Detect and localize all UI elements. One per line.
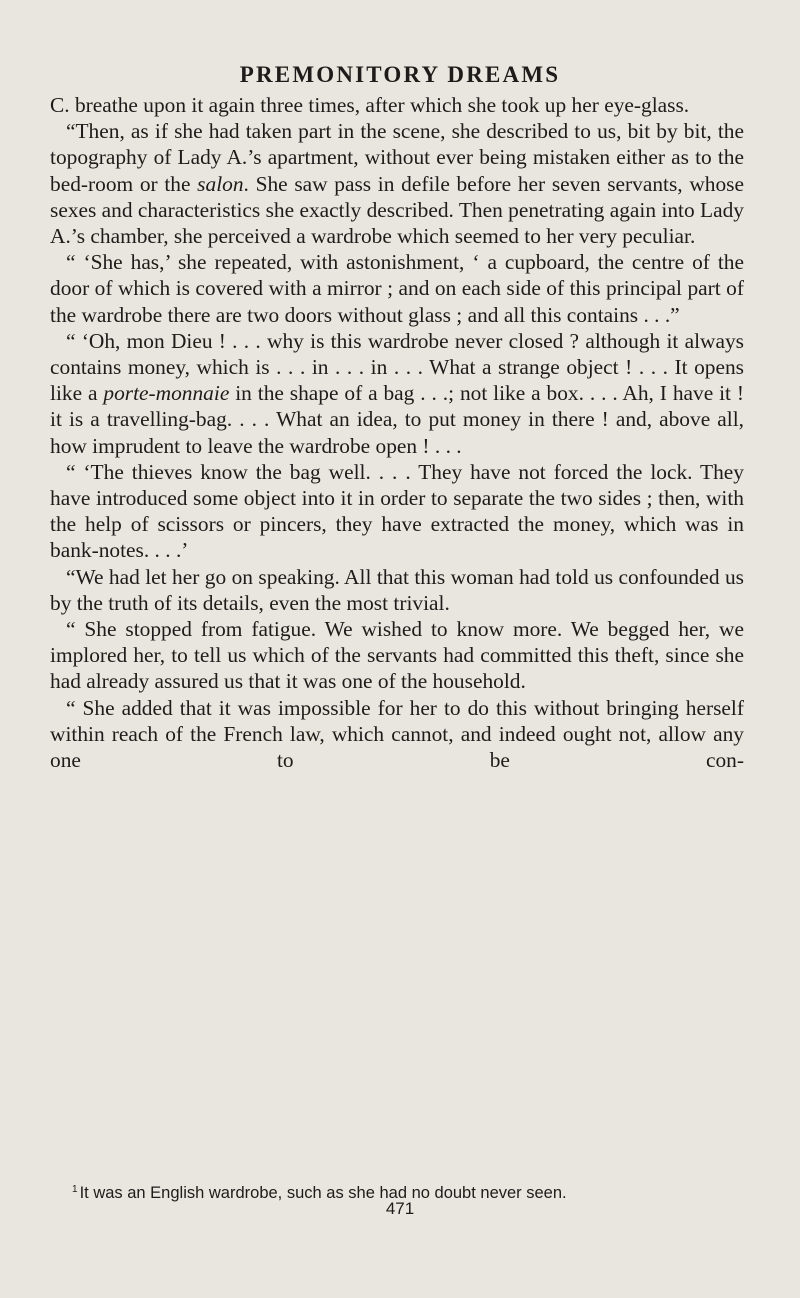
italic-word-porte-monnaie: porte-monnaie	[103, 381, 230, 406]
paragraph-3: “ ‘She has,’ she repeated, with astonishment, ‘ a cupboard, the centre of the door of which is covered with a mirror ; and on each side of this principal part of the wardrobe there are two doors without glass ; and all this contains . . .”	[50, 250, 744, 327]
running-head: PREMONITORY DREAMS	[239, 62, 561, 87]
paragraph-6: “We had let her go on speaking. All that this woman had told us confounded us by the truth of its details, even the most trivial.	[50, 564, 744, 615]
footnote-text: It was an English wardrobe, such as she had no doubt never seen.	[79, 1184, 567, 1202]
page-number: 471	[385, 1199, 415, 1218]
body-text	[50, 92, 744, 773]
paragraph-4-start: “ ‘Oh, mon Dieu ! . . . why is this wardrobe never closed ? although it always contains money, which is . . . in . . . in . . . What a strange object ! . . . It opens like a	[50, 328, 744, 406]
paragraph-2-start: “Then, as if she had taken part in the scene, she described to us, bit by bit, the topography of Lady A.’s apartment, without ever being mistaken either as to the bed-room or the	[50, 119, 744, 196]
paragraph-2	[50, 118, 744, 249]
paragraph-5: “ ‘The thieves know the bag well. . . . They have not forced the lock. They have introduced some object into it in order to separate the two sides ; then, with the help of scissors or pincers, they have extracted the money, which was in bank-notes. . . .’	[50, 459, 744, 563]
paragraph-4-end: in the shape of a bag . . .; not like a box. . . . Ah, I have it ! it is a travelling-bag. . . . What an idea, to put money in there ! and, above all, how imprudent to leave the wardrobe open ! . . .	[50, 381, 745, 458]
footnote-marker: 1	[72, 1184, 78, 1195]
paragraph-2-end: . She saw pass in defile before her seven servants, whose sexes and characteristics she exactly described. Then penetrating again into Lady A.’s chamber, she perceived a wardrobe which seemed to her very peculiar.	[50, 171, 744, 249]
paragraph-1: C. breathe upon it again three times, after which she took up her eye-glass.	[50, 93, 690, 117]
paragraph-8: “ She added that it was impossible for her to do this without bringing herself within reach of the French law, which cannot, and indeed ought not, allow any one to be con-	[50, 695, 744, 773]
paragraph-7: “ She stopped from fatigue. We wished to know more. We begged her, we implored her, to tell us which of the servants had committed this theft, since she had already assured us that it was one of the household.	[50, 617, 744, 694]
italic-word-salon: salon	[197, 171, 244, 196]
paragraph-4	[50, 328, 744, 459]
